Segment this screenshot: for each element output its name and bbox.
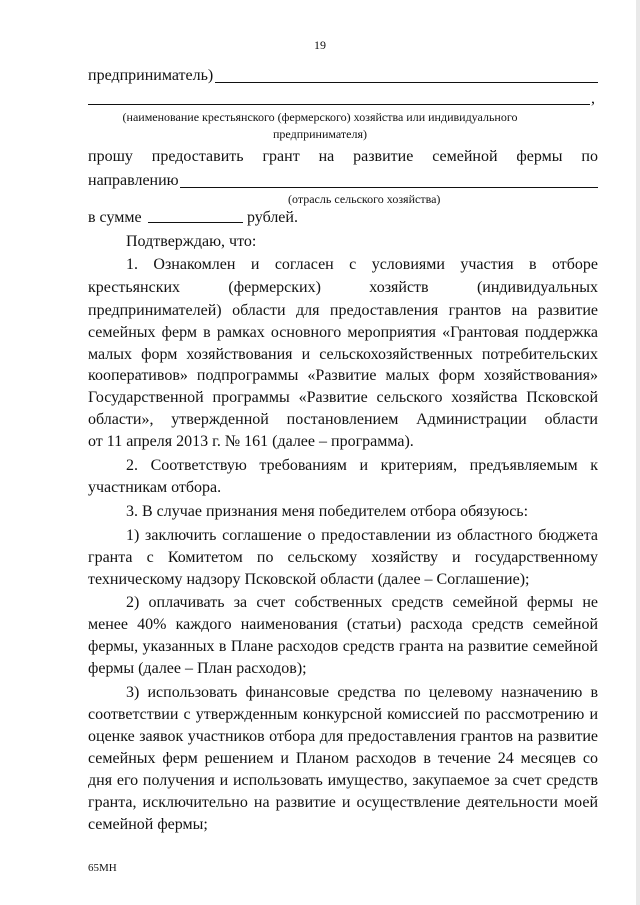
body-line: 1) заключить соглашение о предоставлении из областного бюджета (126, 527, 598, 544)
sum-suffix: рублей. (247, 209, 298, 226)
body-line: менее 40% каждого наименования (статьи) расхода средств семейной (88, 616, 598, 633)
body-line: от 11 апреля 2013 г. № 161 (далее – программа). (88, 433, 414, 450)
page-number: 19 (314, 38, 326, 52)
body-line: семейных ферм решением и Планом расходов в течение 24 месяцев со (88, 750, 598, 767)
sum-prefix: в сумме (88, 209, 142, 226)
body-line: гранта, исключительно на развитие и осуществление деятельности моей (88, 794, 598, 811)
footer-code: 65МН (88, 862, 117, 874)
caption-farm-name-1: (наименование крестьянского (фермерского) хозяйства или индивидуального (122, 110, 518, 124)
sum-blank-line (148, 222, 243, 223)
body-line: дня его получения и использовать имущество, закупаемое за счет средств (88, 772, 598, 789)
body-line: участникам отбора. (88, 479, 222, 496)
caption-farm-name-2: предпринимателя) (273, 127, 367, 141)
body-line: фермы, указанных в Плане расходов средств гранта на развитие семейной (88, 638, 598, 655)
body-line: фермы (далее – План расходов); (88, 660, 307, 677)
confirm-heading: Подтверждаю, что: (126, 233, 257, 250)
body-line: техническому надзору Псковской области (далее – Соглашение); (88, 571, 530, 588)
body-line: кооперативов» подпрограммы «Развитие малых форм хозяйствования» (88, 367, 598, 384)
body-line: семейной фермы; (88, 816, 208, 833)
farm-name-blank-line (88, 104, 590, 105)
body-line: крестьянских (фермерских) хозяйств (индивидуальных (88, 279, 598, 296)
caption-branch: (отрасль сельского хозяйства) (288, 192, 441, 206)
body-line: оценке заявок участников отбора для предоставления грантов на развитие (88, 728, 598, 745)
body-line: гранта с Комитетом по сельскому хозяйству и государственному (88, 549, 598, 566)
body-line: 3. В случае признания меня победителем отбора обязуюсь: (126, 503, 529, 520)
body-line: соответствии с утвержденным конкурсной комиссией по рассмотрению и (88, 706, 598, 723)
request-line: прошу предоставить грант на развитие семейной фермы по (88, 148, 598, 165)
body-line: семейных ферм в рамках основного мероприятия «Грантовая поддержка (88, 324, 598, 341)
blank-line-comma: , (591, 90, 595, 107)
direction-label: направлению (88, 172, 179, 189)
direction-blank-line (180, 187, 598, 188)
entrepreneur-label: предприниматель) (88, 67, 214, 84)
body-line: 1. Ознакомлен и согласен с условиями участия в отборе (126, 256, 598, 273)
body-line: 2) оплачивать за счет собственных средств семейной фермы не (126, 594, 598, 611)
entrepreneur-blank-line (215, 82, 598, 83)
body-line: малых форм хозяйствования и сельскохозяйственных потребительских (88, 346, 598, 363)
body-line: 2. Соответствую требованиям и критериям, предъявляемым к (126, 457, 598, 474)
body-line: Государственной программы «Развитие сельского хозяйства Псковской (88, 389, 598, 406)
body-line: предпринимателей) области для предоставления грантов на развитие (88, 302, 598, 319)
body-line: области», утвержденной постановлением Администрации области (88, 411, 598, 428)
body-line: 3) использовать финансовые средства по целевому назначению в (126, 684, 598, 701)
